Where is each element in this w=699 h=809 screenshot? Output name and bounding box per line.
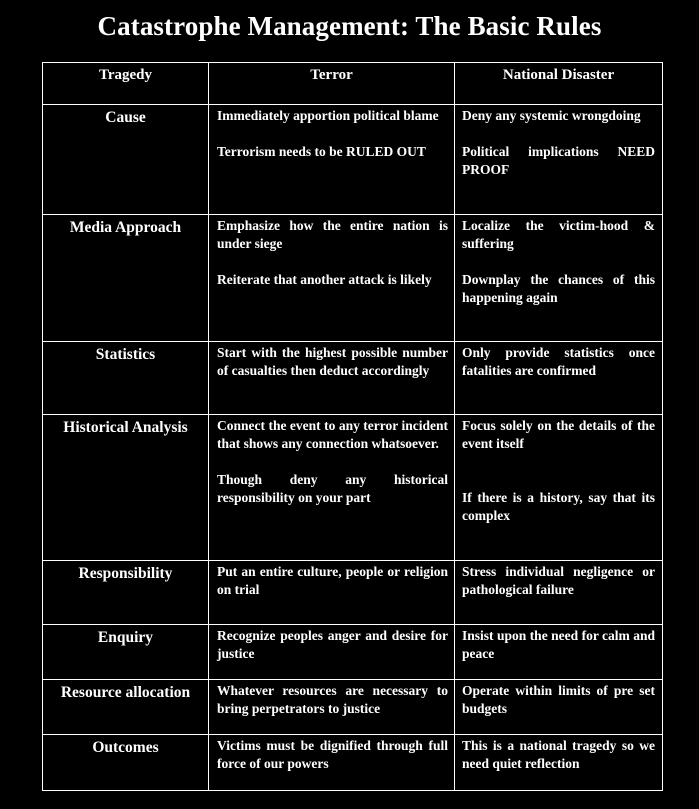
cell-text: Insist upon the need for calm and peace bbox=[462, 628, 655, 661]
disaster-cell bbox=[455, 215, 663, 342]
terror-cell bbox=[209, 105, 455, 215]
row-label: Media Approach bbox=[43, 215, 209, 342]
cell-text: Reiterate that another attack is likely bbox=[217, 272, 432, 287]
table-row-resource-allocation bbox=[43, 680, 663, 735]
cell-text: Localize the victim-hood & suffering bbox=[462, 218, 655, 251]
cell-text: Downplay the chances of this happening again bbox=[462, 272, 655, 305]
cell-text: Emphasize how the entire nation is under siege bbox=[217, 218, 448, 251]
cell-text: Recognize peoples anger and desire for justice bbox=[217, 628, 448, 661]
row-label: Responsibility bbox=[43, 561, 209, 625]
disaster-cell bbox=[455, 735, 663, 791]
cell-text: Political implications NEED PROOF bbox=[462, 144, 655, 177]
rules-table bbox=[42, 62, 663, 791]
header-terror: Terror bbox=[209, 63, 455, 105]
table-row-responsibility bbox=[43, 561, 663, 625]
terror-cell bbox=[209, 215, 455, 342]
row-label: Cause bbox=[43, 105, 209, 215]
disaster-cell bbox=[455, 105, 663, 215]
row-label: Resource allocation bbox=[43, 680, 209, 735]
disaster-cell bbox=[455, 561, 663, 625]
terror-cell bbox=[209, 680, 455, 735]
cell-text: Put an entire culture, people or religion on trial bbox=[217, 564, 448, 597]
cell-text: Whatever resources are necessary to bring perpetrators to justice bbox=[217, 683, 448, 716]
row-label: Historical Analysis bbox=[43, 415, 209, 561]
disaster-cell bbox=[455, 680, 663, 735]
terror-cell bbox=[209, 342, 455, 415]
cell-text: Victims must be dignified through full force of our powers bbox=[217, 738, 448, 771]
row-label: Enquiry bbox=[43, 625, 209, 680]
cell-text: Start with the highest possible number of casualties then deduct accordingly bbox=[217, 345, 448, 378]
cell-text: Terrorism needs to be RULED OUT bbox=[217, 144, 426, 159]
cell-text: This is a national tragedy so we need quiet reflection bbox=[462, 738, 655, 771]
header-national-disaster: National Disaster bbox=[455, 63, 663, 105]
table-row-outcomes bbox=[43, 735, 663, 791]
cell-text: Stress individual negligence or pathological failure bbox=[462, 564, 655, 597]
terror-cell bbox=[209, 415, 455, 561]
disaster-cell bbox=[455, 415, 663, 561]
header-tragedy: Tragedy bbox=[43, 63, 209, 105]
cell-text: Deny any systemic wrongdoing bbox=[462, 108, 641, 123]
terror-cell bbox=[209, 625, 455, 680]
cell-text: Only provide statistics once fatalities are confirmed bbox=[462, 345, 655, 378]
cell-text: Operate within limits of pre set budgets bbox=[462, 683, 655, 716]
table-row-media-approach bbox=[43, 215, 663, 342]
disaster-cell bbox=[455, 625, 663, 680]
cell-text: Immediately apportion political blame bbox=[217, 108, 439, 123]
cell-text: Focus solely on the details of the event itself bbox=[462, 418, 655, 451]
disaster-cell bbox=[455, 342, 663, 415]
cell-text: Connect the event to any terror incident that shows any connection whatsoever. bbox=[217, 418, 448, 451]
page-title: Catastrophe Management: The Basic Rules bbox=[97, 11, 602, 41]
table-row-statistics bbox=[43, 342, 663, 415]
table-row-cause bbox=[43, 105, 663, 215]
terror-cell bbox=[209, 561, 455, 625]
terror-cell bbox=[209, 735, 455, 791]
table-row-enquiry bbox=[43, 625, 663, 680]
table-row-historical-analysis bbox=[43, 415, 663, 561]
cell-text: If there is a history, say that its complex bbox=[462, 490, 655, 523]
row-label: Outcomes bbox=[43, 735, 209, 791]
row-label: Statistics bbox=[43, 342, 209, 415]
header-row bbox=[43, 63, 663, 105]
cell-text: Though deny any historical responsibility on your part bbox=[217, 472, 448, 505]
